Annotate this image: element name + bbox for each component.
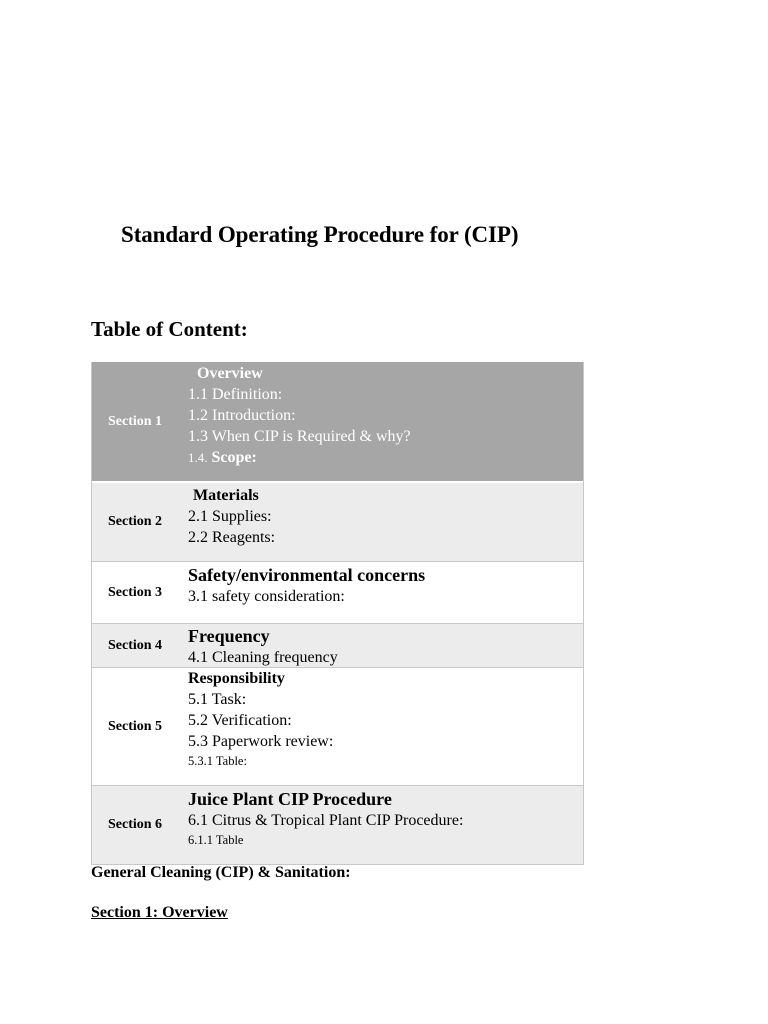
toc-item: 2.1 Supplies: — [188, 508, 272, 525]
section-label: Section 4 — [108, 637, 163, 653]
section-title: Safety/environmental concerns — [188, 565, 426, 585]
toc-item: 2.2 Reagents: — [188, 529, 276, 546]
general-cleaning-heading: General Cleaning (CIP) & Sanitation: — [91, 864, 351, 881]
section-label: Section 6 — [108, 817, 163, 832]
section-label: Section 5 — [108, 718, 163, 734]
toc-item: 6.1 Citrus & Tropical Plant CIP Procedure: — [188, 812, 464, 829]
toc-subitem: 6.1.1 Table — [188, 833, 244, 847]
toc-item: 5.2 Verification: — [188, 712, 292, 729]
section-content — [188, 625, 579, 668]
toc-row-section-2 — [92, 483, 583, 562]
toc-row-section-4 — [92, 624, 583, 668]
section-content — [188, 668, 579, 770]
toc-item: 1.3 When CIP is Required & why? — [188, 428, 411, 445]
section-content — [188, 363, 579, 468]
toc-row-section-1 — [92, 362, 583, 483]
toc-item — [188, 447, 579, 468]
toc-row-section-3 — [92, 562, 583, 624]
toc-row-section-6 — [92, 786, 583, 865]
document-title: Standard Operating Procedure for (CIP) — [121, 222, 519, 247]
toc-item: 4.1 Cleaning frequency — [188, 649, 338, 666]
toc-item: 5.3 Paperwork review: — [188, 733, 334, 750]
section-1-heading: Section 1: Overview — [91, 904, 228, 921]
toc-item-number: 1.4. — [188, 450, 208, 465]
toc-item: 5.1 Task: — [188, 691, 247, 708]
section-label: Section 1 — [108, 413, 163, 429]
toc-item-label: Scope: — [211, 449, 257, 466]
section-title: Overview — [197, 365, 263, 382]
toc-subitem: 5.3.1 Table: — [188, 754, 247, 768]
toc-heading: Table of Content: — [91, 317, 248, 341]
section-content — [188, 788, 579, 849]
section-title: Materials — [193, 487, 259, 504]
section-content — [188, 564, 579, 607]
section-title: Responsibility — [188, 670, 285, 687]
toc-row-section-5 — [92, 668, 583, 786]
section-label: Section 3 — [108, 584, 163, 600]
toc-item: 3.1 safety consideration: — [188, 588, 345, 605]
section-title: Juice Plant CIP Procedure — [188, 789, 392, 809]
toc-item: 1.1 Definition: — [188, 386, 283, 403]
toc-item: 1.2 Introduction: — [188, 407, 296, 424]
toc-table — [91, 362, 584, 865]
section-content — [188, 485, 579, 548]
section-label: Section 2 — [108, 514, 163, 529]
section-title: Frequency — [188, 626, 270, 646]
